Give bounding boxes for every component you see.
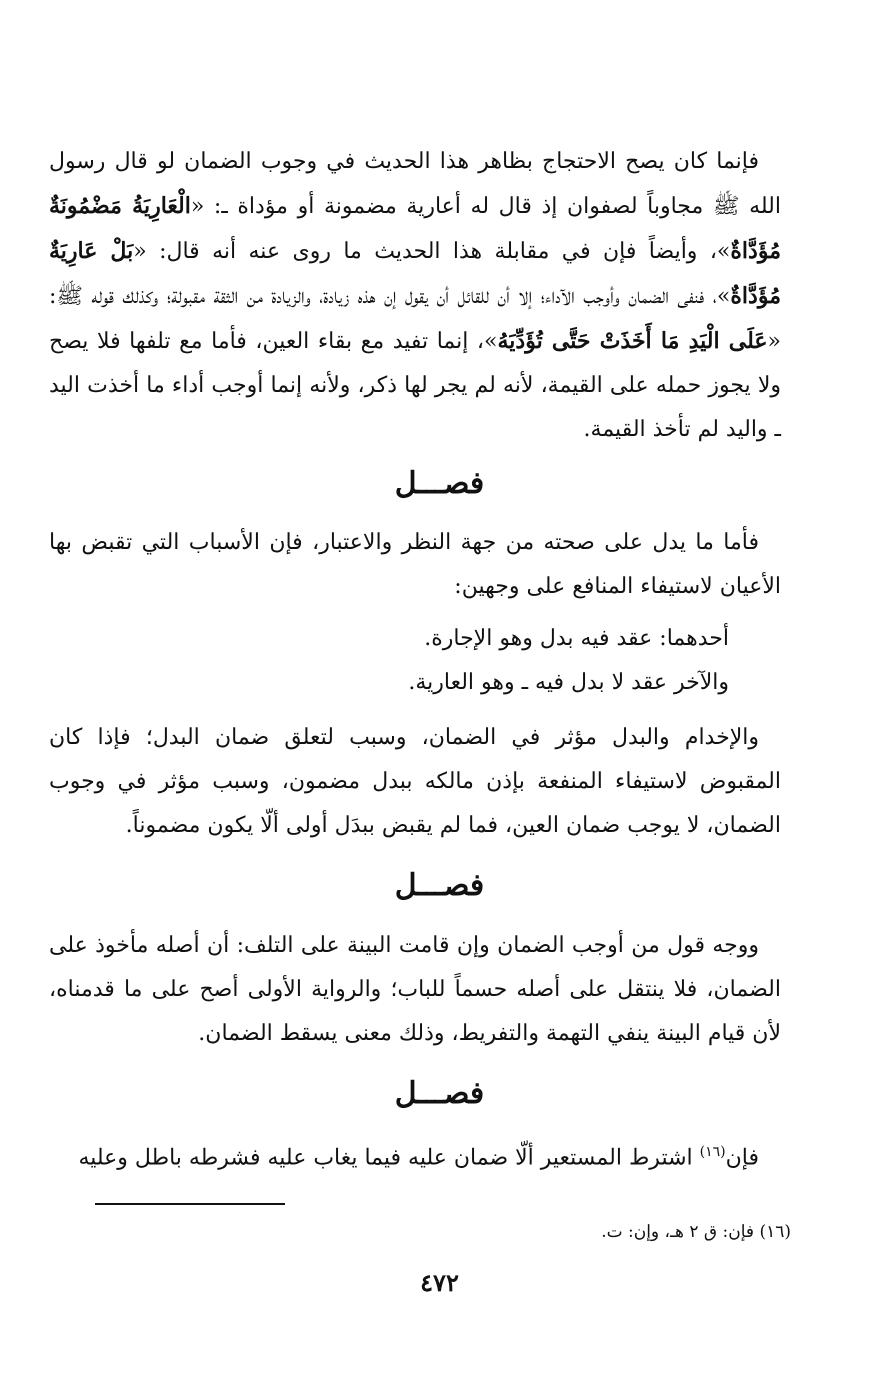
section-heading: فصـــل	[394, 868, 485, 903]
hadith-quote: عَلَى الْيَدِ مَا أَخَذَتْ حَتَّى تُؤَدِّيَهُ	[497, 328, 768, 354]
paragraph-reasoning: فأما ما يدل على صحته من جهة النظر والاعتبار، فإن الأسباب التي تقبض بها الأعيان لاستيفاء المنافع على وجهين:	[49, 530, 781, 599]
text-segment: فإنما كان يصح الاحتجاج بظاهر هذا الحديث في وجوب الضمان لو قال رسول الله ﷺ مجاوباً لصفوان إذ قال له أعارية مضمونة أو مؤداة ـ: «	[49, 149, 781, 219]
paragraph-hadith-discussion	[49, 140, 781, 452]
paragraph-compensation: والإخدام والبدل مؤثر في الضمان، وسبب لتعلق ضمان البدل؛ فإذا كان المقبوض لاستيفاء المنفعة بإذن مالكه ببدل مضمون، وسبب مؤثر في وجوب الضمان، لا يوجب ضمان العين، فما لم يقبض ببدَل أولى ألّا يكون مضموناً.	[49, 725, 781, 838]
section-heading: فصـــل	[394, 1076, 485, 1111]
text-segment: اشترط المستعير ألّا ضمان عليه فيما يغاب عليه فشرطه باطل وعليه	[78, 1145, 700, 1171]
hadith-quote: بَلْ عَارِيَةٌ مُؤَدَّاةٌ	[49, 238, 781, 309]
section-heading: فصـــل	[394, 466, 485, 501]
text-segment: »، وأيضاً فإن في مقابلة هذا الحديث ما روى عنه أنه قال: «	[133, 239, 731, 264]
footnote-divider	[95, 1203, 285, 1205]
text-segment: »، فنفى الضمان وأوجب الآداء؛ إلا أن للقائل أن يقول إن هذه زيادة، والزيادة من الثقة مقبولة؛ وكذلك قوله ﷺ: «	[49, 284, 782, 354]
text-segment: »، إنما تفيد مع بقاء العين، فأما مع تلفها فلا يصح ولا يجوز حمله على القيمة، لأنه لم يجر لها ذكر، ولأنه إنما أوجب أداء ما أخذت اليد ـ واليد لم تأخذ القيمة.	[49, 329, 781, 442]
paragraph-condition	[49, 1130, 781, 1180]
page-number: ٤٧٢	[420, 1268, 459, 1297]
paragraph-evidence: ووجه قول من أوجب الضمان وإن قامت البينة على التلف: أن أصله مأخوذ على الضمان، فلا ينتقل على أصله حسماً للباب؛ والرواية الأولى أصح على ما قدمناه، لأن قيام البينة ينفي التهمة والتفريط، وذلك معنى يسقط الضمان.	[49, 933, 781, 1046]
footnote-reference: (١٦)	[699, 1144, 726, 1160]
footnote: (١٦) فإن: ق ٢ هـ، وإن: ت.	[601, 1222, 791, 1242]
hadith-quote: الْعَارِيَةُ مَضْمُونَةٌ مُؤَدَّاةٌ	[49, 193, 781, 264]
text-segment: فإن	[725, 1145, 759, 1171]
list-item: أحدهما: عقد فيه بدل وهو الإجارة.	[424, 626, 729, 651]
list-item: والآخر عقد لا بدل فيه ـ وهو العارية.	[408, 670, 729, 695]
